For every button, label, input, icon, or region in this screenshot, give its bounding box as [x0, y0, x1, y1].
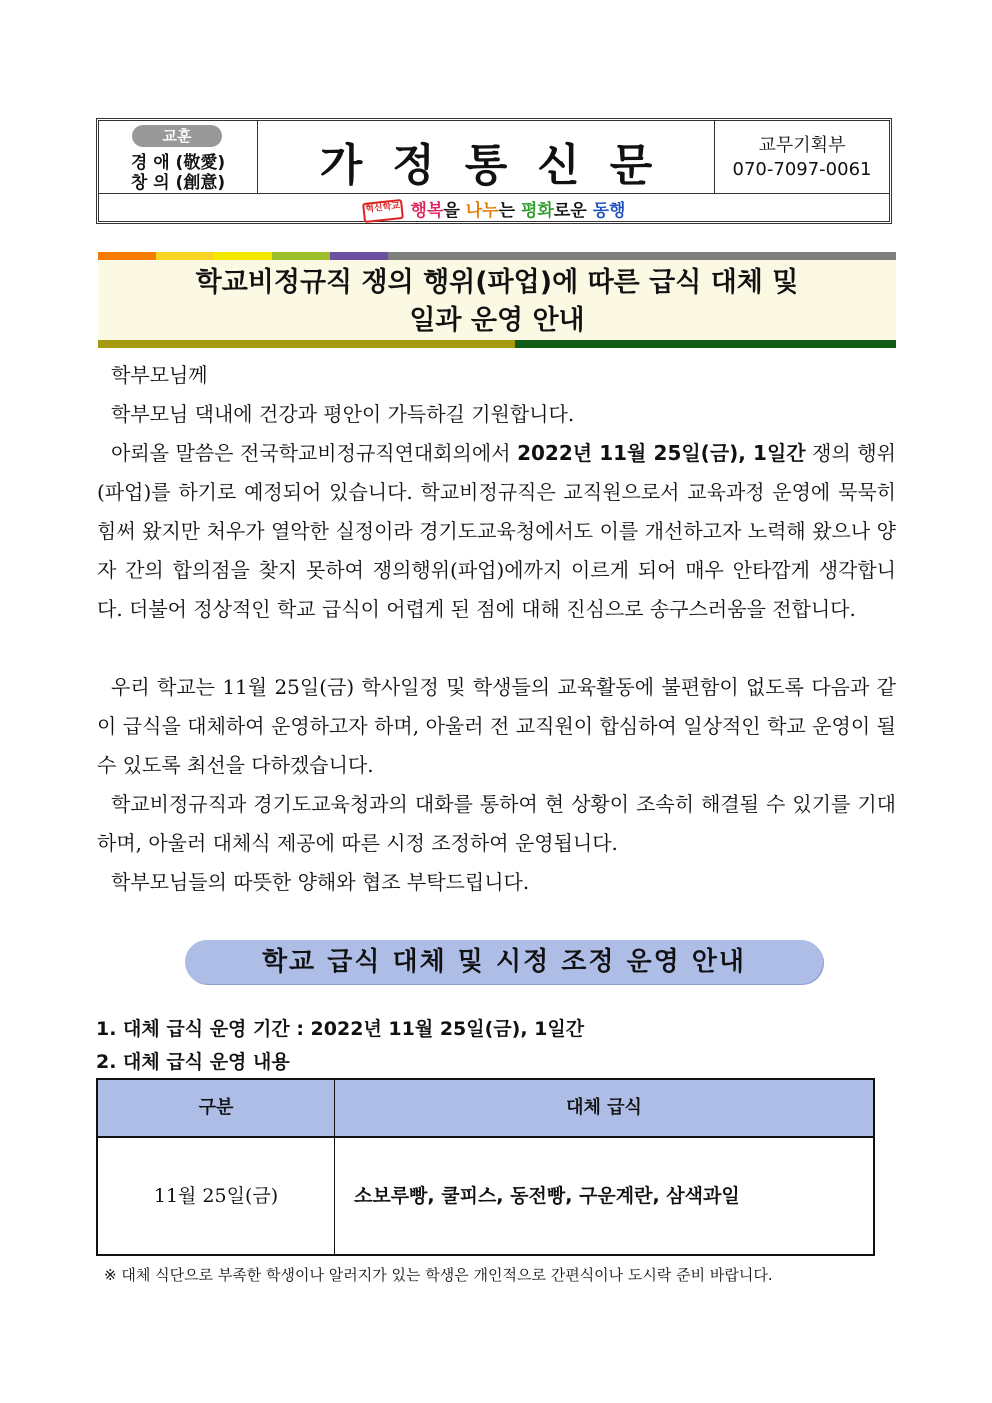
paragraph-1: 학부모님 댁내에 건강과 평안이 가득하길 기원합니다.	[111, 402, 575, 426]
section-title: 학교 급식 대체 및 시정 조정 운영 안내	[185, 940, 823, 984]
top-bar-segment-0	[98, 252, 156, 260]
slogan	[363, 196, 626, 221]
newsletter-header	[96, 118, 892, 224]
motto-line-2: 창 의 (創意)	[130, 173, 226, 193]
table-cell-menu: 소보루빵, 쿨피스, 동전빵, 구운계란, 삼색과일	[354, 1185, 740, 1207]
column-header-category: 구분	[98, 1080, 335, 1136]
paragraph-2-body: 쟁의 행위(파업)를 하기로 예정되어 있습니다. 학교비정규직은 교직원으로서 교육과정 운영에 묵묵히 힘써 왔지만 처우가 열악한 실정이라 경기도교육청에서도 이를 개선하고자 노력해 왔으나 양자 간의 합의점을 찾지 못하여 쟁의행위(파업)에까지 이르게 되어 매우 안타깝게 생각합니다. 더불어 정상적인 학교 급식이 어렵게 된 점에 대해 진심으로 송구스러움을 전합니다.	[97, 441, 896, 621]
motto-line-1: 경 애 (敬愛)	[130, 153, 226, 173]
paragraph-4: 학교비정규직과 경기도교육청과의 대화를 통하여 현 상황이 조속히 해결될 수 있기를 기대하며, 아울러 대체식 제공에 따른 시정 조정하여 운영됩니다.	[97, 792, 896, 855]
top-bar-segment-5	[388, 252, 896, 260]
column-header-meal: 대체 급식	[566, 1097, 642, 1118]
header-top-row	[99, 121, 889, 194]
slogan-row	[99, 193, 889, 221]
school-motto	[99, 121, 258, 193]
title-cell	[258, 121, 715, 193]
slogan-part-6: 동행	[592, 201, 626, 221]
slogan-part-2: 나누	[465, 201, 499, 221]
table-header-row	[98, 1080, 873, 1138]
innovation-school-stamp-icon: 혁신학교	[362, 199, 404, 223]
top-bar-segment-1	[156, 252, 214, 260]
greeting: 학부모님께	[111, 363, 208, 387]
top-bar-segment-4	[330, 252, 388, 260]
meal-table	[96, 1078, 875, 1256]
top-bar-segment-2	[214, 252, 272, 260]
page-title: 가정통신문	[319, 140, 683, 191]
slogan-part-4: 평화	[520, 201, 554, 221]
bottom-bar-segment-1	[515, 340, 896, 348]
bottom-bar-segment-0	[98, 340, 515, 348]
paragraph-5: 학부모님들의 따뜻한 양해와 협조 부탁드립니다.	[111, 870, 530, 894]
headline-box	[98, 260, 896, 340]
slogan-part-0: 행복	[410, 201, 444, 221]
department-name: 교무기획부	[758, 135, 846, 156]
department-phone: 070-7097-0061	[732, 159, 872, 180]
slogan-part-1: 을	[443, 201, 466, 221]
paragraph-3: 우리 학교는 11월 25일(금) 학사일정 및 학생들의 교육활동에 불편함이 없도록 다음과 같이 급식을 대체하여 운영하고자 하며, 아울러 전 교직원이 합심하여 일상적인 학교 운영이 될 수 있도록 최선을 다하겠습니다.	[97, 675, 896, 777]
slogan-text	[411, 201, 626, 221]
motto-badge: 교훈	[132, 125, 222, 147]
department-info	[715, 121, 889, 193]
decorative-color-bar-bottom	[98, 340, 896, 348]
footnote: ※ 대체 식단으로 부족한 학생이나 알러지가 있는 학생은 개인적으로 간편식이나 도시락 준비 바랍니다.	[104, 1266, 773, 1284]
strike-date: 2022년 11월 25일(금), 1일간	[517, 441, 806, 465]
item-content: 2. 대체 급식 운영 내용	[96, 1051, 290, 1073]
paragraph-2-intro: 아뢰올 말씀은 전국학교비정규직연대회의에서	[111, 441, 518, 465]
paragraph-2	[97, 434, 896, 629]
headline-line-2: 일과 운영 안내	[409, 305, 585, 336]
slogan-part-3: 는	[498, 201, 521, 221]
table-cell-date: 11월 25일(금)	[98, 1138, 335, 1254]
headline-line-1: 학교비정규직 쟁의 행위(파업)에 따른 급식 대체 및	[195, 267, 799, 298]
top-bar-segment-3	[272, 252, 330, 260]
item-period: 1. 대체 급식 운영 기간 : 2022년 11월 25일(금), 1일간	[96, 1018, 585, 1040]
decorative-color-bar-top	[98, 252, 896, 260]
slogan-part-5: 로운	[553, 201, 593, 221]
